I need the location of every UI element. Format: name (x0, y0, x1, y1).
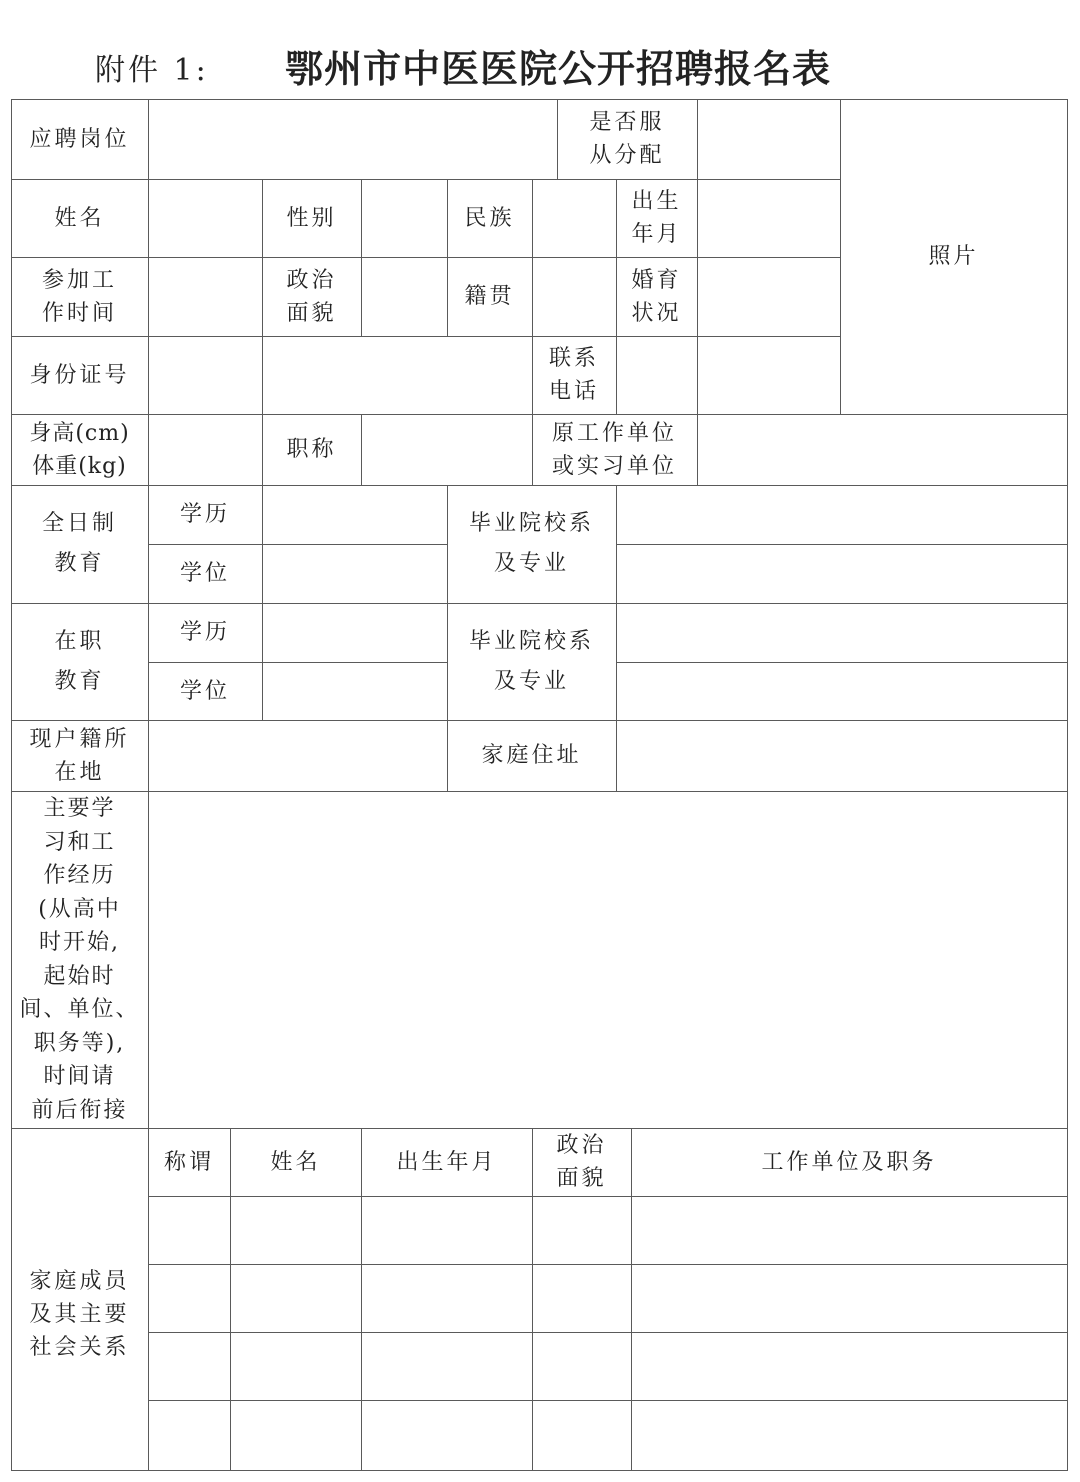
gender-label: 性别 (286, 205, 337, 231)
page-title: 鄂州市中医医院公开招聘报名表 (285, 46, 832, 91)
attachment-label: 附件 1: (95, 53, 209, 88)
marital-label: 婚育 状况 (631, 267, 682, 326)
inservice-education-label: 在职 教育 (54, 628, 105, 694)
family-col-workplace: 工作单位及职务 (761, 1149, 937, 1175)
inservice-degree-label: 学位 (179, 678, 230, 704)
obey-assignment-label: 是否服 从分配 (589, 110, 665, 168)
work-start-label: 参加工 作时间 (41, 267, 117, 326)
title-rank-label: 职称 (286, 437, 337, 462)
id-number-label: 身份证号 (29, 362, 130, 388)
fulltime-school-major-label: 毕业院校系 及专业 (468, 511, 594, 576)
native-place-label: 籍贯 (464, 284, 515, 309)
height-weight-label: 身高(cm) 体重(kg) (29, 420, 130, 479)
ethnicity-label: 民族 (464, 205, 515, 231)
registration-form (11, 99, 1068, 1471)
hukou-label: 现户籍所 在地 (29, 726, 130, 785)
fulltime-degree-label: 学位 (179, 561, 230, 586)
fulltime-education-label: 全日制 教育 (41, 511, 117, 576)
family-col-relation: 称谓 (163, 1149, 214, 1175)
inservice-degree-level-label: 学历 (179, 620, 230, 645)
family-col-birth: 出生年月 (396, 1149, 497, 1175)
family-label: 家庭成员 及其主要 社会关系 (29, 1268, 130, 1360)
fulltime-degree-level-label: 学历 (179, 502, 230, 527)
position-label: 应聘岗位 (29, 126, 130, 152)
inservice-school-major-label: 毕业院校系 及专业 (468, 628, 594, 694)
birth-label: 出生 年月 (631, 189, 682, 247)
family-col-name: 姓名 (270, 1149, 321, 1175)
original-unit-label: 原工作单位 或实习单位 (551, 420, 677, 479)
family-col-political: 政治 面貌 (556, 1133, 607, 1191)
work-history-label: 主要学 习和工 作经历 (从高中 时开始, 起始时 间、单位、 职务等), 时间请 前后衔接 (19, 796, 140, 1123)
name-label: 姓名 (54, 205, 105, 231)
political-label: 政治 面貌 (286, 267, 337, 326)
home-address-label: 家庭住址 (481, 743, 582, 768)
photo-label: 照片 (928, 244, 979, 269)
phone-label: 联系 电话 (548, 346, 599, 404)
